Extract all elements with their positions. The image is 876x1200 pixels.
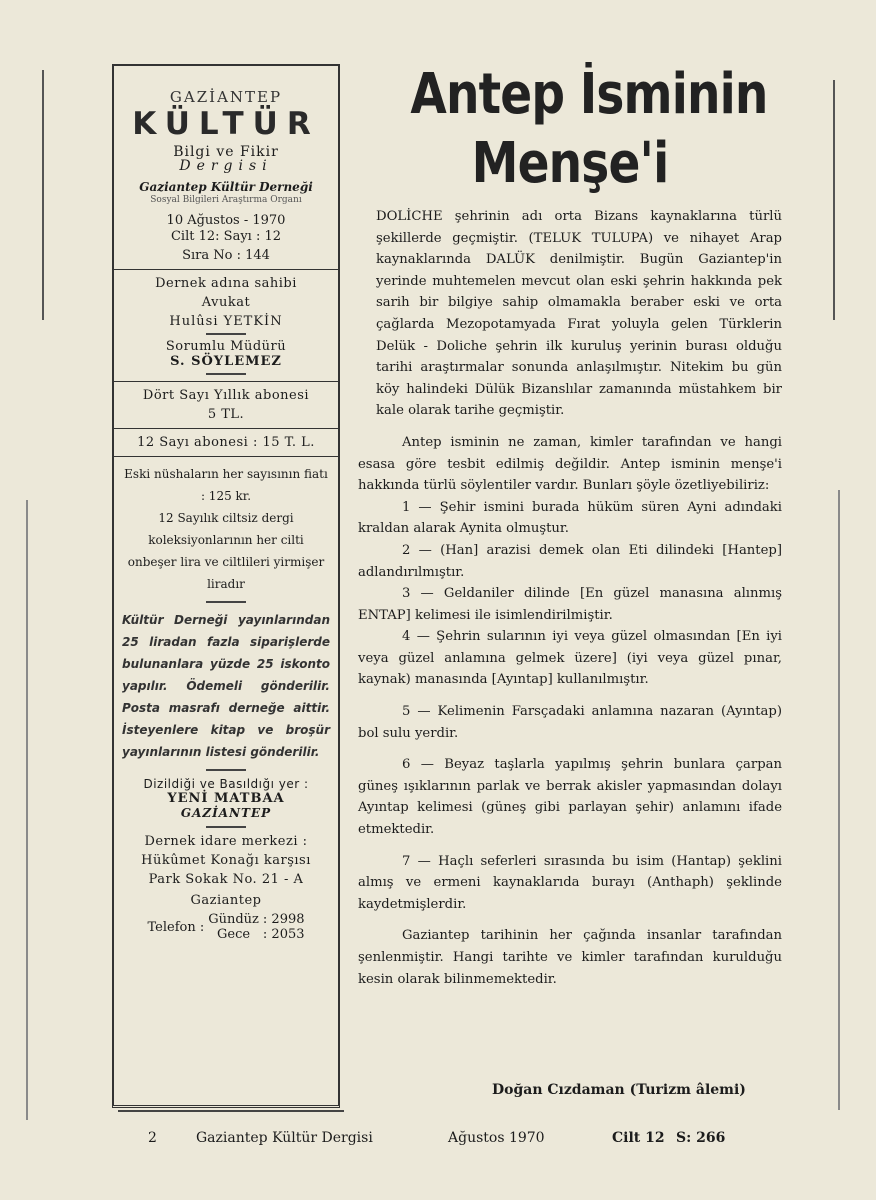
article-body <box>358 206 782 990</box>
masthead-box <box>112 64 340 1108</box>
hq-address-1: Hükûmet Konağı karşısı <box>141 853 311 868</box>
footer-date: Ağustos 1970 <box>448 1130 545 1146</box>
footer-cilt: Cilt 12 <box>612 1130 665 1146</box>
article-paragraph: Gaziantep tarihinin her çağında insanlar tarafından şenlenmiştir. Hangi tarihte ve kimler tarafından kurulduğu kesin olarak bilinmemektedir. <box>358 928 782 987</box>
discount-note: Kültür Derneği yayınlarından 25 liradan fazla siparişlerde bulunanlara yüzde 25 iskonto yapılır. Ödemeli gönderilir. Posta masrafı derneğe aittir. İsteyenlere kitap ve broşür yayınlarının listesi gönderilir. <box>122 613 330 759</box>
owner-title: Avukat <box>201 295 251 310</box>
phone-night-label: Gece <box>217 927 251 942</box>
phone-table <box>145 912 306 942</box>
old-issues-note: Eski nüshaların her sayısının fiatı : 125 kr. <box>124 467 328 503</box>
article-paragraph: 4 — Şehrin sularının iyi veya güzel olmasından [En iyi veya güzel anlamına gelmek üzere] (iyi veya güzel pınar, kaynak) manasında [Ayıntap] kullanılmıştır. <box>358 629 782 688</box>
masthead-bottom-rule <box>118 1110 344 1112</box>
masthead-cilt: Cilt 12: Sayı : 12 <box>170 229 282 244</box>
separator <box>206 601 246 603</box>
owner-label: Dernek adına sahibi <box>155 276 297 291</box>
divider <box>114 456 338 457</box>
article-paragraph: Antep isminin ne zaman, kimler tarafından ve hangi esasa göre tesbit edilmiş değildir. Antep isminin menşe'i hakkında türlü söylentiler vardır. Bunları şöyle özetliyebiliriz: <box>358 434 782 494</box>
subscription-yearly-price: 5 TL. <box>207 407 245 422</box>
print-label: Dizildiği ve Basıldığı yer : <box>143 777 309 791</box>
footer-page: S: 266 <box>676 1130 726 1146</box>
scan-rule-left-lower <box>26 500 28 1120</box>
masthead-date: 10 Ağustos - 1970 <box>166 213 286 228</box>
masthead-subtitle: Bilgi ve Fikir <box>173 144 279 160</box>
masthead-title: KÜLTÜR <box>132 106 320 142</box>
divider <box>114 381 338 382</box>
masthead-city: GAZİANTEP <box>169 88 283 106</box>
print-name: YENİ MATBAA <box>167 791 285 806</box>
separator <box>206 333 246 335</box>
article-paragraph: 6 — Beyaz taşlarla yapılmış şehrin bunlara çarpan güneş ışıklarının parlak ve berrak akisler yapmasından dolayı Ayıntap kelimesi (güneş gibi parlayan şehir) anlamını ifade etmektedir. <box>358 757 782 838</box>
article-paragraph: 3 — Geldaniler dilinde [En güzel manasına alınmış ENTAP] kelimesi ile isimlendirilmiştir. <box>358 586 782 623</box>
subscription-yearly: Dört Sayı Yıllık abonesi <box>142 388 310 403</box>
divider <box>114 428 338 429</box>
editor-label: Sorumlu Müdürü <box>165 339 287 354</box>
article-paragraph: DOLİCHE şehrinin adı orta Bizans kaynaklarına türlü şekillerde geçmiştir. (TELUK TULUPA) ve nihayet Arap kaynaklarında DALÜK denilmiştir. Bugün Gaziantep'in yerinde muhtemelen mevcut olan eski şehrin hakkında pek sarih bir bilgiye sahip olmamakla beraber eski ve orta çağlarda Mezopotamyada Fırat yoluyla gelen Türklerin Delük - Doliche şehrin ilk kuruluş yerinin burası olduğu tarihi araştırmalar sonunda anlaşılmıştır. Nitekim bu gün köy halindeki Dülük Bizanslılar zamanında müstahkem bir kale olarak tarihe geçmiştir. <box>376 209 782 419</box>
subscription-12: 12 Sayı abonesi : 15 T. L. <box>137 435 315 450</box>
separator <box>206 373 246 375</box>
footer-magazine: Gaziantep Kültür Dergisi <box>196 1130 373 1146</box>
phone-label: Telefon : <box>147 919 205 935</box>
separator <box>206 826 246 828</box>
article-paragraph: 5 — Kelimenin Farsçadaki anlamına nazaran (Ayıntap) bol sulu yerdir. <box>358 704 782 741</box>
headline-line-2: Menşe'i <box>471 131 669 196</box>
masthead-subtitle2: Dergisi <box>179 158 273 174</box>
masthead-sira: Sıra No : 144 <box>114 248 338 270</box>
article-headline <box>380 62 768 196</box>
scan-rule-right <box>833 80 835 320</box>
article-paragraph: 7 — Haçlı seferleri sırasında bu isim (Hantap) şeklini almış ve ermeni kaynaklarıda burayı (Anthaph) şeklinde kaydetmişlerdir. <box>358 853 782 912</box>
scan-rule-right-lower <box>838 490 840 1110</box>
hq-label: Dernek idare merkezi : <box>144 834 308 849</box>
masthead-org2: Sosyal Bilgileri Araştırma Organı <box>150 195 302 205</box>
phone-day: : 2998 <box>262 912 305 927</box>
editor-name: S. SÖYLEMEZ <box>170 354 282 369</box>
hq-address-2: Park Sokak No. 21 - A <box>148 872 304 887</box>
article-paragraph: 1 — Şehir ismini burada hüküm süren Ayni adındaki kraldan alarak Aynita olmuştur. <box>358 499 782 537</box>
print-city: GAZİANTEP <box>180 806 272 820</box>
hq-city: Gaziantep <box>190 893 262 908</box>
article-author: Doğan Cızdaman (Turizm âlemi) <box>492 1082 746 1098</box>
masthead-org: Gaziantep Kültür Derneği <box>139 180 313 194</box>
owner-name: Hulûsi YETKİN <box>169 314 283 329</box>
footer-page-number: 2 <box>148 1130 157 1146</box>
collections-note: 12 Sayılık ciltsiz dergi koleksiyonlarının her cilti onbeşer lira ve ciltlileri yirmişer liradır <box>127 511 325 591</box>
phone-day-label: Gündüz <box>208 912 259 927</box>
article-paragraph: 2 — (Han] arazisi demek olan Eti dilindeki [Hantep] adlandırılmıştır. <box>358 542 782 580</box>
headline-line-1: Antep İsminin <box>410 62 768 127</box>
phone-night: : 2053 <box>262 927 305 942</box>
separator <box>206 769 246 771</box>
scan-rule-left <box>42 70 44 320</box>
